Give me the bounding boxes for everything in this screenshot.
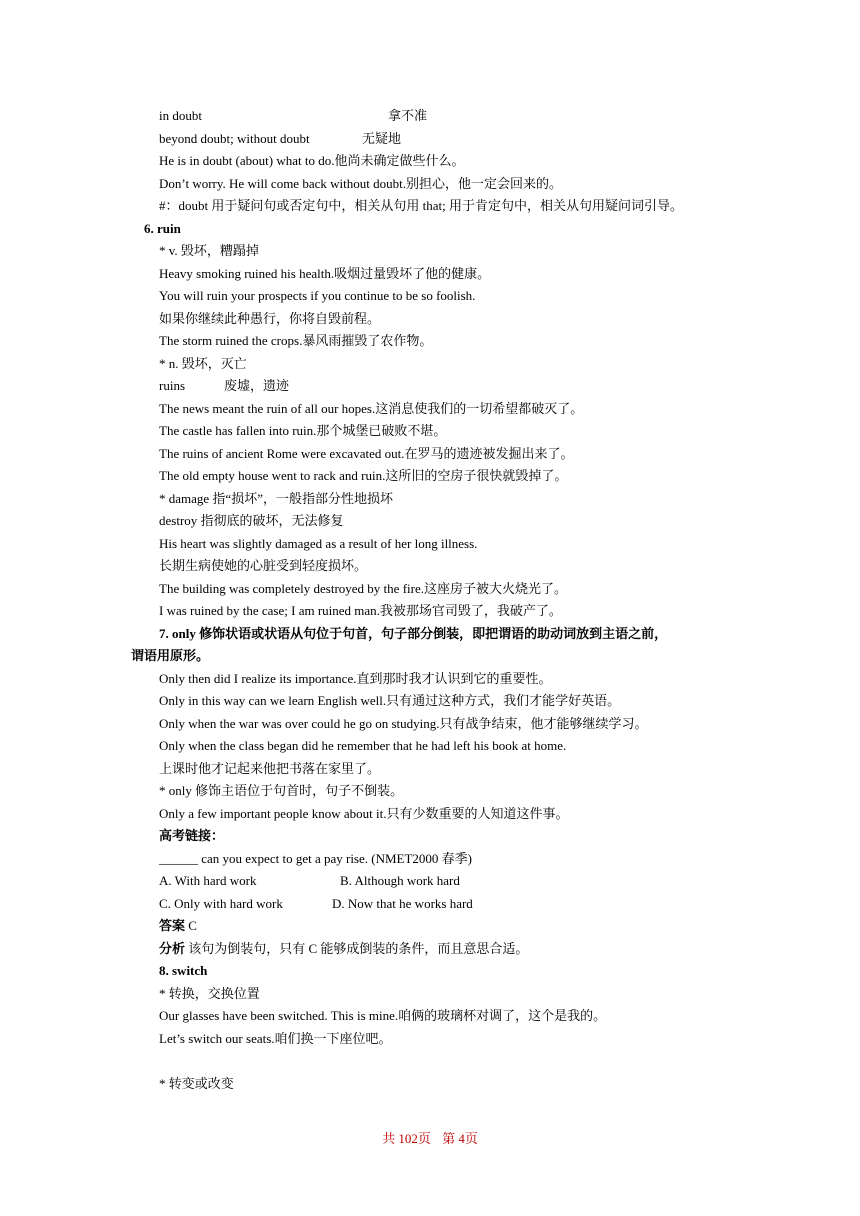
exam-link-heading: 高考链接： xyxy=(159,828,225,843)
example-sentence: He is in doubt (about) what to do.他尚未确定做些什么。 xyxy=(159,153,465,168)
usage-note: #：doubt 用于疑问句或否定句中，相关从句用 that; 用于肯定句中，相关从句用疑问词引导。 xyxy=(159,198,683,213)
phrase: in doubt xyxy=(159,108,202,123)
phrase-meaning: 无疑地 xyxy=(362,131,402,146)
example-sentence: I was ruined by the case; I am ruined man.我被那场官司毁了，我破产了。 xyxy=(159,603,562,618)
example-sentence: The castle has fallen into ruin.那个城堡已破败不堪。 xyxy=(159,423,447,438)
answer-line xyxy=(159,918,197,934)
example-sentence: The old empty house went to rack and ruin.这所旧的空房子很快就毁掉了。 xyxy=(159,468,568,483)
example-sentence: Only a few important people know about it.只有少数重要的人知道这件事。 xyxy=(159,806,569,821)
section-heading: 7. only 修饰状语或状语从句位于句首，句子部分倒装，即把谓语的助动词放到主语之前， xyxy=(159,626,668,641)
analysis-label: 分析 xyxy=(159,941,186,956)
option-b: B. Although work hard xyxy=(340,873,460,888)
example-sentence: Only then did I realize its importance.直到那时我才认识到它的重要性。 xyxy=(159,671,552,686)
usage-note: * damage 指“损坏”，一般指部分性地损坏 xyxy=(159,491,393,506)
phrase: ruins xyxy=(159,378,185,393)
option-c: C. Only with hard work xyxy=(159,896,283,911)
phrase-meaning: 拿不准 xyxy=(388,108,428,123)
translation: 长期生病使她的心脏受到轻度损坏。 xyxy=(159,558,368,573)
example-sentence: The storm ruined the crops.暴风雨摧毁了农作物。 xyxy=(159,333,433,348)
example-sentence: Heavy smoking ruined his health.吸烟过量毁坏了他的健康。 xyxy=(159,266,491,281)
example-sentence: Only when the war was over could he go on studying.只有战争结束，他才能够继续学习。 xyxy=(159,716,648,731)
page-current: 第 4页 xyxy=(442,1131,478,1146)
example-sentence: The ruins of ancient Rome were excavated out.在罗马的遗迹被发掘出来了。 xyxy=(159,446,574,461)
example-sentence: Don’t worry. He will come back without doubt.别担心，他一定会回来的。 xyxy=(159,176,562,191)
answer-label: 答案 xyxy=(159,918,186,933)
phrase: beyond doubt; without doubt xyxy=(159,131,310,146)
example-sentence: You will ruin your prospects if you continue to be so foolish. xyxy=(159,288,476,303)
example-sentence: The news meant the ruin of all our hopes.这消息使我们的一切希望都破灭了。 xyxy=(159,401,584,416)
exam-question: ______ can you expect to get a pay rise. (NMET2000 春季) xyxy=(159,851,473,866)
translation: 上课时他才记起来他把书落在家里了。 xyxy=(159,761,381,776)
analysis-line xyxy=(159,941,528,957)
answer-value: C xyxy=(185,918,197,933)
phrase-meaning: 废墟，遗迹 xyxy=(224,378,290,393)
example-sentence: Let’s switch our seats.咱们换一下座位吧。 xyxy=(159,1031,392,1046)
definition: * n. 毁坏，灭亡 xyxy=(159,356,247,371)
definition: * 转变或改变 xyxy=(159,1076,234,1091)
option-a: A. With hard work xyxy=(159,873,257,888)
example-sentence: The building was completely destroyed by the fire.这座房子被大火烧光了。 xyxy=(159,581,567,596)
usage-note: * only 修饰主语位于句首时，句子不倒装。 xyxy=(159,783,404,798)
text-line xyxy=(159,108,202,124)
example-sentence: His heart was slightly damaged as a result of her long illness. xyxy=(159,536,478,551)
section-heading: 8. switch xyxy=(159,963,208,978)
option-d: D. Now that he works hard xyxy=(332,896,473,911)
example-sentence: Our glasses have been switched. This is mine.咱俩的玻璃杯对调了，这个是我的。 xyxy=(159,1008,607,1023)
example-sentence: Only in this way can we learn English well.只有通过这种方式，我们才能学好英语。 xyxy=(159,693,621,708)
usage-note: destroy 指彻底的破坏，无法修复 xyxy=(159,513,344,528)
translation: 如果你继续此种愚行，你将自毁前程。 xyxy=(159,311,381,326)
page-total: 共 102页 xyxy=(382,1131,431,1146)
page-footer xyxy=(0,1128,860,1147)
definition: * 转换，交换位置 xyxy=(159,986,260,1001)
analysis-text: 该句为倒装句，只有 C 能够成倒装的条件，而且意思合适。 xyxy=(185,941,529,956)
definition: * v. 毁坏，糟蹋掉 xyxy=(159,243,259,258)
section-heading-continued: 谓语用原形。 xyxy=(131,648,210,663)
section-heading: 6. ruin xyxy=(144,221,181,236)
example-sentence: Only when the class began did he remember that he had left his book at home. xyxy=(159,738,567,753)
